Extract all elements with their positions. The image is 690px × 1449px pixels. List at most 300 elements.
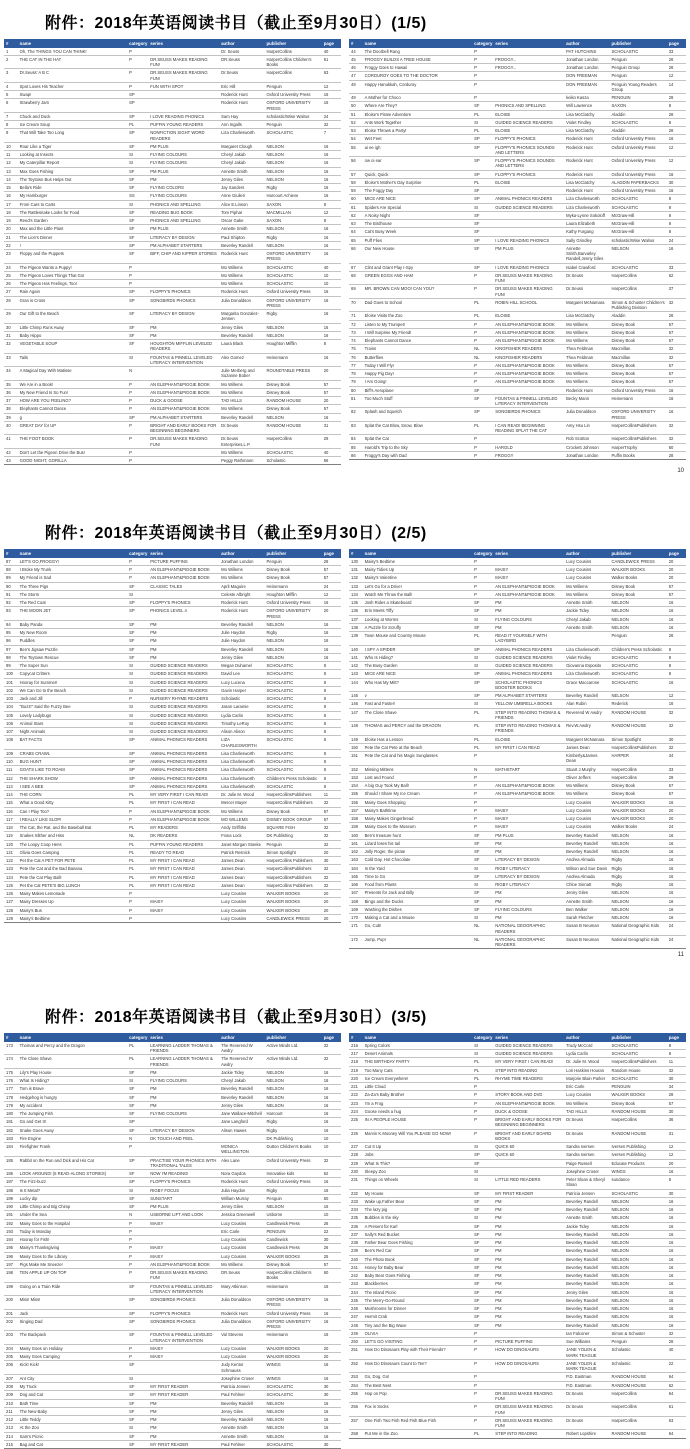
book-pages: 16 (322, 1068, 341, 1076)
book-category: P (472, 271, 493, 285)
book-name: Maisy Dresses Up (18, 898, 127, 906)
book-name: Bag and Cat (18, 1440, 127, 1448)
table-row (349, 1416, 686, 1430)
row-num: 44 (349, 48, 363, 56)
table-row (4, 388, 341, 396)
book-name: Animal Stars (18, 719, 127, 727)
book-name: My New Friend Is So Fun! (18, 388, 127, 396)
book-author: Alison Hawes (219, 1126, 264, 1134)
book-publisher: scholastic/Wise Walrus (610, 236, 667, 244)
book-name: Wake up,Father Bear (363, 1197, 472, 1205)
book-series: PM (493, 914, 564, 922)
book-name: FROGGY BUILDS A TREE HOUSE (363, 55, 472, 63)
book-author: Lisa Charlesworth (219, 782, 264, 790)
book-pages: 57 (322, 1260, 341, 1268)
table-row (349, 271, 686, 285)
book-name: Pigs Make Me Sneeze! (18, 1260, 127, 1268)
table-row (4, 1126, 341, 1134)
book-pages: 16 (322, 151, 341, 159)
book-name: Jack and Jill (18, 695, 127, 703)
table-row (4, 159, 341, 167)
book-publisher: Disney Book (610, 370, 667, 378)
book-publisher: HarperCollins (265, 48, 322, 56)
book-series: PM (493, 848, 564, 856)
row-num: 169 (349, 905, 363, 913)
table-row (4, 1416, 341, 1424)
book-category: SP (472, 670, 493, 678)
book-category: SF (127, 310, 148, 324)
book-name: How Do Dinosaurs Count to Ten? (363, 1359, 472, 1373)
row-num: 133 (349, 582, 363, 590)
book-pages: 28 (322, 558, 341, 566)
book-series (148, 914, 219, 922)
book-name: Bella's Ride (18, 184, 127, 192)
book-series: DR.SEUSS MAKES READING FUN! (493, 271, 564, 285)
book-category: PL (472, 298, 493, 312)
book-author: Lucy Cousins (564, 815, 609, 823)
row-num: 240 (349, 1255, 363, 1263)
table-header-row (4, 1033, 341, 1042)
book-author: Dr. Julie M. Wood (564, 1058, 609, 1066)
book-series: FLOPPY'S PHONICS SOUNDS AND LETTERS (493, 157, 564, 171)
book-publisher: Penguin (265, 121, 322, 129)
table-row (349, 806, 686, 814)
book-author: Myka-Lynne Sokoloff (564, 211, 609, 219)
book-name: Dog and Cat (18, 1391, 127, 1399)
row-num: 173 (4, 1042, 18, 1055)
book-name: Thomas and Percy and the Dragon (18, 1042, 127, 1055)
book-author: Beverley Randell (219, 620, 264, 628)
book-author: Mo Willems (564, 328, 609, 336)
row-num: 62 (349, 211, 363, 219)
book-pages: 16 (322, 353, 341, 367)
book-pages: 24 (667, 823, 686, 831)
book-author: Isabel Crawford (564, 263, 609, 271)
book-name: The Photo Book (363, 1255, 472, 1263)
row-num: 237 (349, 1230, 363, 1238)
book-pages: 8 (322, 200, 341, 208)
row-num: 16 (4, 192, 18, 200)
book-series: PM ALPHABET STARTERS (148, 241, 219, 249)
book-publisher: SCHOLASTIC (610, 203, 667, 211)
book-name: The Birdhouse (363, 220, 472, 228)
book-publisher: WALKER BOOKS (265, 906, 322, 914)
book-name: Ben's Red Car (363, 1247, 472, 1255)
book-name: ai ee igh (363, 143, 472, 157)
book-category: PL (472, 722, 493, 736)
book-publisher: Disney Book (265, 388, 322, 396)
book-name: Ben's treasure hunt (363, 831, 472, 839)
column-header-page: page (322, 39, 341, 48)
book-series: HOW DO DINOSAURS (493, 1346, 564, 1360)
row-num: 183 (4, 1134, 18, 1142)
book-series: STEP INTO READING (493, 1066, 564, 1074)
book-publisher: WALKER BOOKS (610, 1091, 667, 1099)
book-author: Annette Smith,Barvarley Randell,Jenny Giles (564, 244, 609, 263)
book-series: MAISY (148, 1353, 219, 1361)
book-author: Jenny Giles (219, 1203, 264, 1211)
book-name: A Magical Day With Matisse (18, 367, 127, 381)
table-row (4, 1055, 341, 1069)
book-author: Beverley Randell (564, 1296, 609, 1304)
book-category: SI (472, 615, 493, 623)
book-publisher: Rigby (265, 184, 322, 192)
book-name: My Hamburger (18, 192, 127, 200)
book-author: Annette Smith (564, 623, 609, 631)
book-publisher: Harcourt (265, 1110, 322, 1118)
book-name: Maisy Goes on Holiday (18, 1344, 127, 1352)
row-num: 191 (4, 1211, 18, 1219)
book-pages: 16 (667, 831, 686, 839)
book-category: P (472, 1403, 493, 1417)
book-series: DK TOUCH AND FEEL (148, 1134, 219, 1142)
book-author: Beverley Randell (219, 413, 264, 421)
book-publisher: NELSON (265, 1416, 322, 1424)
book-series: FLYING COLOURS (148, 151, 219, 159)
row-num: 223 (349, 1099, 363, 1107)
book-publisher: NELSON (265, 1407, 322, 1415)
table-row (349, 1329, 686, 1337)
book-category: SF (127, 1093, 148, 1101)
book-author: Sandra Iversen (564, 1151, 609, 1159)
book-series: PM (493, 1255, 564, 1263)
row-num: 252 (349, 1359, 363, 1373)
book-author: Jonathan London (219, 558, 264, 566)
table-row (349, 831, 686, 839)
book-author: MO WILLEMS (219, 815, 264, 823)
book-pages: 57 (667, 1099, 686, 1107)
row-num: 11 (4, 151, 18, 159)
book-series (148, 367, 219, 381)
table-row (349, 790, 686, 798)
book-pages: 12 (322, 208, 341, 216)
row-num: 17 (4, 200, 18, 208)
book-series: LITERACY BY DESIGN (148, 233, 219, 241)
book-author: Megan Duhamel (219, 662, 264, 670)
book-name: Maisy's Bus (18, 906, 127, 914)
book-name: Food from Plants (363, 881, 472, 889)
book-series: GUIDED SCIENCE READERS (148, 678, 219, 686)
book-series: PM (493, 839, 564, 847)
book-author: Julie Haydon (219, 629, 264, 637)
book-publisher: Simon Spotlight (265, 848, 322, 856)
book-publisher: Penguin (610, 1338, 667, 1346)
book-publisher: HarperCollins Publishers (265, 881, 322, 889)
book-name: Maisy Makes Lemonade (18, 890, 127, 898)
book-series: NURSERY RHYME READERS (148, 695, 219, 703)
book-author: David Lee (219, 670, 264, 678)
book-category: PL (472, 632, 493, 646)
book-pages: 11 (667, 1058, 686, 1066)
book-series: ELOISE (493, 312, 564, 320)
book-author: Lisa McClatchy (564, 127, 609, 135)
book-author: Jenny Giles (219, 1407, 264, 1415)
book-series: PM (493, 1239, 564, 1247)
book-publisher: SCHOLASTIC (265, 686, 322, 694)
table-row (4, 1170, 341, 1178)
book-name: Let's Go for a Drive! (363, 582, 472, 590)
book-name: The Loopy Coop Hens (18, 840, 127, 848)
table-row (349, 118, 686, 126)
row-num: 143 (349, 670, 363, 678)
book-publisher: SCHOLASTIC (610, 662, 667, 670)
row-num: 149 (349, 735, 363, 743)
book-category: PL (472, 110, 493, 118)
row-num: 181 (4, 1118, 18, 1126)
book-author: Peter Sloan & Sheryl Sloan (564, 1176, 609, 1190)
book-author: Jane Langford (219, 1118, 264, 1126)
book-publisher: Heinemann (265, 1282, 322, 1296)
row-num: 125 (4, 881, 18, 889)
book-name: Little Teddy (18, 1416, 127, 1424)
book-category: SP (127, 774, 148, 782)
book-series: FROGGY... (493, 64, 564, 72)
table-row (4, 1353, 341, 1361)
book-pages: 8 (667, 670, 686, 678)
book-category: SF (127, 1432, 148, 1440)
book-series: GUIDED SCIENCE READERS (493, 1050, 564, 1058)
table-row (4, 807, 341, 815)
book-category: P (472, 782, 493, 790)
book-author: Jenny Giles (564, 1288, 609, 1296)
book-series: MY VERY FIRST I CAN READ! (148, 791, 219, 799)
book-pages: 16 (667, 187, 686, 195)
book-author: Lucy Cousins (564, 798, 609, 806)
row-num: 40 (4, 421, 18, 435)
table-row (4, 184, 341, 192)
book-name: Splat the Cat Blow, Snow, Blow (363, 421, 472, 435)
book-category: P (127, 1227, 148, 1235)
book-publisher: Rigby (610, 872, 667, 880)
row-num: 195 (4, 1244, 18, 1252)
book-name: The Close Shave (363, 708, 472, 722)
row-num: 213 (4, 1424, 18, 1432)
book-author: Beverley Randell (564, 1239, 609, 1247)
table-row (349, 632, 686, 646)
book-series: PM (148, 1068, 219, 1076)
book-series (148, 890, 219, 898)
book-publisher: Aladdin (610, 110, 667, 118)
table-row (4, 435, 341, 449)
book-author: Jay Sanders (219, 184, 264, 192)
book-name: I Will Surprise My Friend! (363, 328, 472, 336)
table-row (349, 1091, 686, 1099)
book-publisher: SCHOLASTIC (265, 758, 322, 766)
table-row (4, 69, 341, 83)
book-publisher: SCHOLASTIC (265, 1391, 322, 1399)
book-author: Chloe Sinnatt (564, 881, 609, 889)
book-series: PM PLUS (148, 225, 219, 233)
book-category: P (127, 48, 148, 56)
table-row (349, 178, 686, 186)
book-author: Nora Gaydos (219, 1170, 264, 1178)
book-author: Julia Haydon (219, 1186, 264, 1194)
book-name: MR. BROWN CAN MOO! CAN YOU? (363, 285, 472, 299)
table-row (4, 1186, 341, 1194)
book-name: Tom is Brave (18, 1085, 127, 1093)
book-pages: 16 (322, 142, 341, 150)
book-pages: 11 (322, 791, 341, 799)
row-num: 60 (349, 195, 363, 203)
book-publisher: Oxford University Press (610, 187, 667, 195)
book-publisher: McGraw-Hill (610, 220, 667, 228)
table-row (349, 328, 686, 336)
book-author: Beverley Randell (564, 848, 609, 856)
book-series (493, 220, 564, 228)
column-header-series: series (148, 39, 219, 48)
book-publisher: Innovative kids (265, 1170, 322, 1178)
book-pages: 61 (322, 55, 341, 69)
book-pages: 16 (322, 241, 341, 249)
book-series: AN ELEPHANT&PIGGIE BOOK (148, 388, 219, 396)
table-row (349, 408, 686, 422)
book-series (148, 1118, 219, 1126)
table-row (349, 1359, 686, 1373)
table-row (4, 848, 341, 856)
book-pages: 61 (667, 1403, 686, 1417)
book-publisher: NELSON (265, 637, 322, 645)
book-pages: 29 (667, 773, 686, 781)
book-pages: 32 (322, 824, 341, 832)
book-category: SF (127, 1407, 148, 1415)
book-series: ANIMAL PHONICS READERS (148, 782, 219, 790)
book-name: A Puzzle for Scruffy (363, 623, 472, 631)
table-row (349, 1296, 686, 1304)
book-category: PL (127, 791, 148, 799)
book-author: James Dean (219, 857, 264, 865)
row-num: 124 (4, 873, 18, 881)
book-series: MAISY (148, 906, 219, 914)
book-pages: 16 (667, 1321, 686, 1329)
book-author: Alex Lane (219, 1156, 264, 1170)
row-num: 198 (4, 1269, 18, 1283)
row-num: 84 (349, 435, 363, 443)
book-author: Annette Smith (219, 1424, 264, 1432)
book-pages: 20 (322, 890, 341, 898)
book-series: PM (493, 889, 564, 897)
table-row (4, 112, 341, 120)
book-author: Mo Willems (219, 1260, 264, 1268)
table-row (4, 271, 341, 279)
book-author: Jason Laramie (219, 703, 264, 711)
book-name: Bath Time (18, 1399, 127, 1407)
row-num: 71 (349, 312, 363, 320)
table-row (4, 1178, 341, 1186)
book-publisher: Disney Book (610, 782, 667, 790)
book-name: Jump, Pup! (363, 935, 472, 949)
book-pages: 8 (322, 736, 341, 750)
book-publisher: WALKER BOOKS (610, 806, 667, 814)
book-category: SP (127, 1317, 148, 1331)
table-row (349, 839, 686, 847)
row-num: 221 (349, 1083, 363, 1091)
book-category: SF (472, 220, 493, 228)
book-pages: 16 (322, 599, 341, 607)
book-name: Bingo and the Ducks (363, 897, 472, 905)
book-series: FLYING COLOURS (493, 905, 564, 913)
table-row (4, 645, 341, 653)
book-series: LEARNING LADDER THOMAS & FRIENDS (148, 1055, 219, 1069)
book-category: N (472, 765, 493, 773)
book-series: PRACTISE YOUR PHONICS WITH TRADITIONAL TALES (148, 1156, 219, 1170)
table-row (349, 1151, 686, 1159)
book-publisher: NELSON (610, 914, 667, 922)
book-publisher: NELSON (265, 225, 322, 233)
book-table-right (349, 1033, 686, 1438)
book-category: SI (127, 686, 148, 694)
book-name: Gran is Cross (18, 296, 127, 310)
book-pages: 22 (667, 1359, 686, 1373)
book-author: Julie Merberg and Suzanne Bober (219, 367, 264, 381)
book-author: Dr. Seuss (219, 48, 264, 56)
book-category: PL (472, 1058, 493, 1066)
booklist-section (4, 520, 686, 958)
row-num: 80 (349, 386, 363, 394)
row-num: 245 (349, 1296, 363, 1304)
book-name: g (18, 413, 127, 421)
book-pages: 25 (322, 1252, 341, 1260)
book-category: P (472, 590, 493, 598)
book-category: SP (472, 236, 493, 244)
book-author: Val Stevens (219, 1331, 264, 1345)
book-author: Andy Griffiths (219, 824, 264, 832)
book-series (148, 1374, 219, 1382)
book-author: Annette Smith (564, 599, 609, 607)
book-publisher: Rigby (265, 1126, 322, 1134)
book-author: Roderick Hunt (564, 143, 609, 157)
book-name: GOATS LIKE TO ROAM (18, 766, 127, 774)
book-author: Oliver Jeffers (564, 773, 609, 781)
table-row (4, 421, 341, 435)
table-row (349, 1403, 686, 1417)
book-name: Chuck and Duck (18, 112, 127, 120)
book-publisher: Oxford University Press (265, 1156, 322, 1170)
book-pages: 16 (322, 1077, 341, 1085)
row-num: 147 (349, 708, 363, 722)
book-category: P (127, 405, 148, 413)
row-num: 209 (4, 1391, 18, 1399)
row-num: 113 (4, 782, 18, 790)
book-author: Roderick Hunt (219, 599, 264, 607)
book-author: Josephine Croser (564, 1167, 609, 1175)
book-pages: 50 (322, 1194, 341, 1202)
book-pages: 62 (322, 1170, 341, 1178)
book-category: SI (472, 864, 493, 872)
book-category: P (127, 82, 148, 90)
book-pages: 16 (667, 700, 686, 708)
book-series: AN ELEPHANT&PIGGIE BOOK (493, 782, 564, 790)
book-pages: 8 (322, 728, 341, 736)
book-name: THE FOOT BOOK (18, 435, 127, 449)
row-num: 96 (4, 637, 18, 645)
book-author: Cheryl Jakab (219, 151, 264, 159)
book-name: Little Chimp and Big Chimp (18, 1203, 127, 1211)
table-row (4, 413, 341, 421)
book-series (148, 1236, 219, 1244)
table-header-row (4, 39, 341, 48)
book-author: Robert Lopshire (564, 1430, 609, 1438)
book-name: The Pigeon Has Feelings, Too! (18, 280, 127, 288)
book-category: SI (127, 1186, 148, 1194)
book-publisher: NELSON (265, 1077, 322, 1085)
row-num: 105 (4, 711, 18, 719)
book-series (493, 80, 564, 94)
table-row (349, 394, 686, 408)
book-pages: 28 (667, 632, 686, 646)
column-header-name: name (363, 1033, 472, 1042)
row-num: 235 (349, 1214, 363, 1222)
book-name: Goose needs a hug (363, 1107, 472, 1115)
